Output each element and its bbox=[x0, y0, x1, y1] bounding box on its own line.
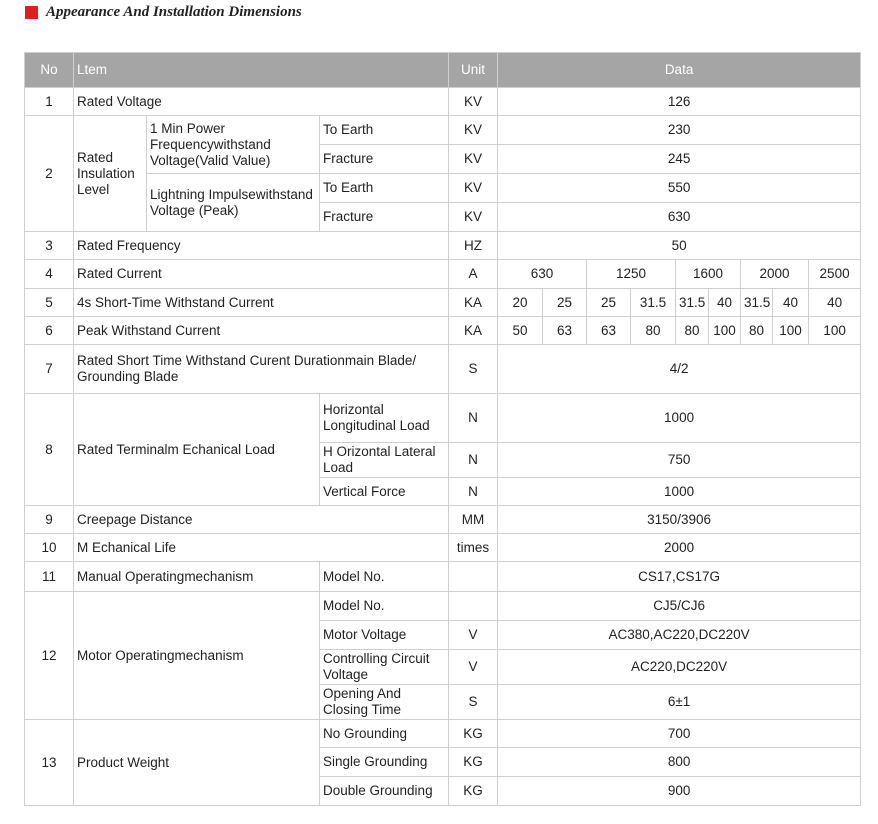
row-no: 12 bbox=[25, 592, 74, 720]
row-data: 230 bbox=[498, 116, 861, 145]
header-data: Data bbox=[498, 53, 861, 88]
current-value: 630 bbox=[498, 260, 587, 289]
row-data: 2000 bbox=[498, 534, 861, 562]
value-cell: 40 bbox=[773, 289, 809, 317]
row-no: 3 bbox=[25, 232, 74, 260]
row-subitem: 1 Min Power Frequencywithstand Voltage(Valid Value) bbox=[147, 116, 320, 174]
row-no: 10 bbox=[25, 534, 74, 562]
value-cell: 100 bbox=[773, 317, 809, 345]
row-item: Rated Insulation Level bbox=[74, 116, 147, 232]
row-unit: V bbox=[449, 621, 498, 650]
value-cell: 63 bbox=[543, 317, 587, 345]
row-item: Motor Operatingmechanism bbox=[74, 592, 320, 720]
table-row bbox=[25, 174, 861, 203]
row-no: 9 bbox=[25, 506, 74, 534]
current-value: 1250 bbox=[587, 260, 676, 289]
row-label: No Grounding bbox=[320, 720, 449, 748]
section-title bbox=[25, 0, 302, 24]
value-cell: 63 bbox=[587, 317, 631, 345]
value-cell: 80 bbox=[741, 317, 773, 345]
row-unit: S bbox=[449, 685, 498, 720]
red-square-icon bbox=[25, 6, 38, 19]
row-data: 50 bbox=[498, 232, 861, 260]
row-unit: S bbox=[449, 345, 498, 394]
row-data: 550 bbox=[498, 174, 861, 203]
row-item: Rated Voltage bbox=[74, 88, 449, 116]
row-data: 1000 bbox=[498, 478, 861, 506]
row-unit: KV bbox=[449, 88, 498, 116]
current-value: 2000 bbox=[741, 260, 809, 289]
table-row bbox=[25, 232, 861, 260]
current-value: 1600 bbox=[676, 260, 741, 289]
value-cell: 80 bbox=[631, 317, 676, 345]
row-label: Fracture bbox=[320, 145, 449, 174]
row-no: 5 bbox=[25, 289, 74, 317]
value-cell: 20 bbox=[498, 289, 543, 317]
row-unit: KV bbox=[449, 116, 498, 145]
row-no: 7 bbox=[25, 345, 74, 394]
value-cell: 31.5 bbox=[631, 289, 676, 317]
row-label: Model No. bbox=[320, 592, 449, 621]
row-unit: HZ bbox=[449, 232, 498, 260]
row-subitem: Lightning Impulsewithstand Voltage (Peak) bbox=[147, 174, 320, 232]
row-item: Rated Current bbox=[74, 260, 449, 289]
row-data: 245 bbox=[498, 145, 861, 174]
table-row bbox=[25, 506, 861, 534]
header-no: No bbox=[25, 53, 74, 88]
row-unit: A bbox=[449, 260, 498, 289]
row-item: 4s Short-Time Withstand Current bbox=[74, 289, 449, 317]
row-no: 2 bbox=[25, 116, 74, 232]
row-item: Rated Terminalm Echanical Load bbox=[74, 394, 320, 506]
row-data: CJ5/CJ6 bbox=[498, 592, 861, 621]
row-unit: KV bbox=[449, 203, 498, 232]
value-cell: 31.5 bbox=[676, 289, 709, 317]
row-data: 630 bbox=[498, 203, 861, 232]
row-label: Horizontal Longitudinal Load bbox=[320, 394, 449, 443]
value-cell: 100 bbox=[809, 317, 861, 345]
value-cell: 40 bbox=[709, 289, 741, 317]
row-label: Motor Voltage bbox=[320, 621, 449, 650]
row-no: 6 bbox=[25, 317, 74, 345]
table-row bbox=[25, 116, 861, 145]
header-unit: Unit bbox=[449, 53, 498, 88]
row-item: Peak Withstand Current bbox=[74, 317, 449, 345]
row-data: 800 bbox=[498, 748, 861, 777]
row-unit: KV bbox=[449, 174, 498, 203]
row-label: Model No. bbox=[320, 562, 449, 592]
value-cell: 25 bbox=[587, 289, 631, 317]
row-unit: times bbox=[449, 534, 498, 562]
value-cell: 25 bbox=[543, 289, 587, 317]
row-label: Controlling Circuit Voltage bbox=[320, 650, 449, 685]
row-label: H Orizontal Lateral Load bbox=[320, 443, 449, 478]
value-cell: 80 bbox=[676, 317, 709, 345]
row-data: 126 bbox=[498, 88, 861, 116]
row-label: Opening And Closing Time bbox=[320, 685, 449, 720]
row-unit: KA bbox=[449, 317, 498, 345]
row-unit bbox=[449, 592, 498, 621]
row-data: AC380,AC220,DC220V bbox=[498, 621, 861, 650]
row-unit: N bbox=[449, 394, 498, 443]
value-cell: 40 bbox=[809, 289, 861, 317]
row-unit: V bbox=[449, 650, 498, 685]
row-no: 1 bbox=[25, 88, 74, 116]
current-value: 2500 bbox=[809, 260, 861, 289]
row-unit: KA bbox=[449, 289, 498, 317]
row-data: 700 bbox=[498, 720, 861, 748]
row-no: 11 bbox=[25, 562, 74, 592]
table-row bbox=[25, 592, 861, 621]
row-data: 4/2 bbox=[498, 345, 861, 394]
row-unit: MM bbox=[449, 506, 498, 534]
row-label: Single Grounding bbox=[320, 748, 449, 777]
row-item: Rated Short Time Withstand Curent Durationmain Blade/ Grounding Blade bbox=[74, 345, 449, 394]
row-unit: KV bbox=[449, 145, 498, 174]
row-no: 4 bbox=[25, 260, 74, 289]
row-data: CS17,CS17G bbox=[498, 562, 861, 592]
row-item: Rated Frequency bbox=[74, 232, 449, 260]
table-row bbox=[25, 317, 861, 345]
table-row bbox=[25, 534, 861, 562]
value-cell: 50 bbox=[498, 317, 543, 345]
row-data: AC220,DC220V bbox=[498, 650, 861, 685]
row-item: Product Weight bbox=[74, 720, 320, 806]
row-label: Fracture bbox=[320, 203, 449, 232]
row-unit: KG bbox=[449, 777, 498, 806]
row-item: Creepage Distance bbox=[74, 506, 449, 534]
row-data: 1000 bbox=[498, 394, 861, 443]
row-item: M Echanical Life bbox=[74, 534, 449, 562]
row-unit: KG bbox=[449, 720, 498, 748]
row-label: Vertical Force bbox=[320, 478, 449, 506]
spec-table bbox=[24, 52, 861, 806]
row-unit: N bbox=[449, 443, 498, 478]
row-label: Double Grounding bbox=[320, 777, 449, 806]
table-header-row bbox=[25, 53, 861, 88]
table-row bbox=[25, 345, 861, 394]
table-row bbox=[25, 289, 861, 317]
value-cell: 31.5 bbox=[741, 289, 773, 317]
table-row bbox=[25, 562, 861, 592]
table-row bbox=[25, 394, 861, 443]
row-label: To Earth bbox=[320, 174, 449, 203]
row-unit bbox=[449, 562, 498, 592]
row-data: 900 bbox=[498, 777, 861, 806]
row-data: 6±1 bbox=[498, 685, 861, 720]
row-no: 8 bbox=[25, 394, 74, 506]
table-row bbox=[25, 88, 861, 116]
row-unit: N bbox=[449, 478, 498, 506]
section-title-text: Appearance And Installation Dimensions bbox=[46, 3, 302, 20]
row-unit: KG bbox=[449, 748, 498, 777]
row-data: 3150/3906 bbox=[498, 506, 861, 534]
header-item: Ltem bbox=[74, 53, 449, 88]
row-item: Manual Operatingmechanism bbox=[74, 562, 320, 592]
row-label: To Earth bbox=[320, 116, 449, 145]
table-row bbox=[25, 720, 861, 748]
table-row bbox=[25, 260, 861, 289]
row-data: 750 bbox=[498, 443, 861, 478]
row-no: 13 bbox=[25, 720, 74, 806]
value-cell: 100 bbox=[709, 317, 741, 345]
